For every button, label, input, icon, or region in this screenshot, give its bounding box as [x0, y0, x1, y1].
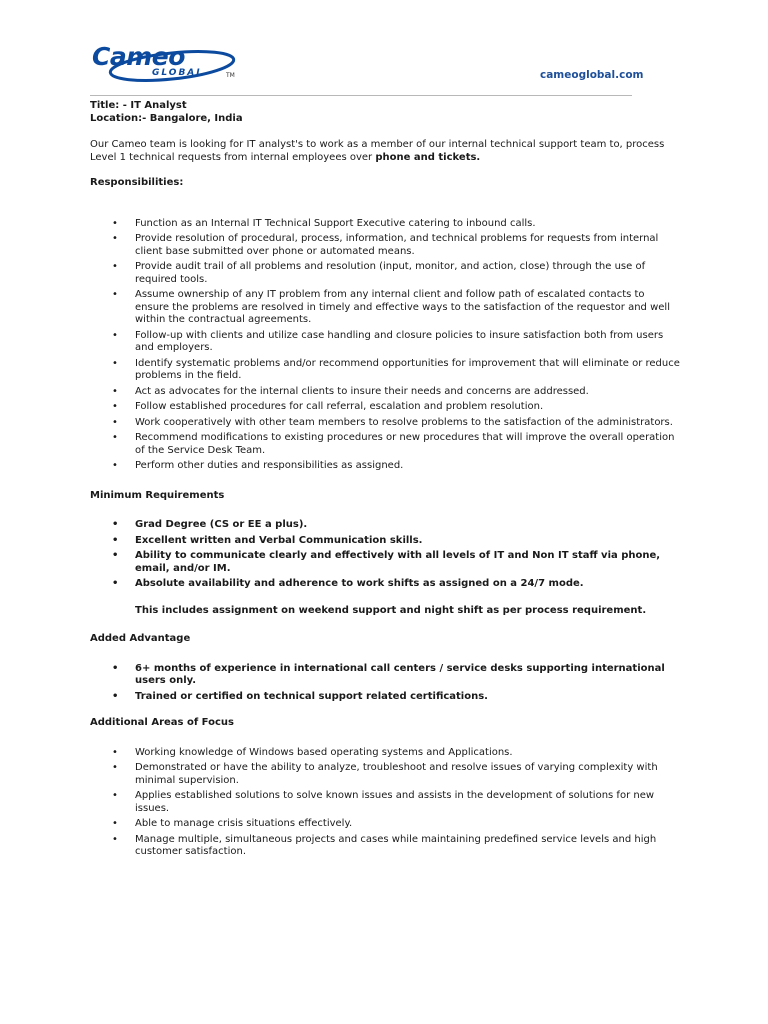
site-url-link[interactable]: cameoglobal.com — [540, 69, 644, 81]
list-item — [90, 834, 680, 859]
bullet-icon: • — [112, 550, 119, 561]
list-item-text: Act as advocates for the internal clients to insure their needs and concerns are addressed. — [135, 385, 589, 397]
list-item-text: Excellent written and Verbal Communication skills. — [135, 534, 423, 546]
bullet-icon: • — [112, 746, 118, 758]
list-item — [90, 691, 680, 704]
list-item — [90, 330, 680, 355]
bullet-icon: • — [112, 534, 119, 546]
bullet-icon: • — [112, 662, 119, 674]
list-item-text: Work cooperatively with other team members to resolve problems to the satisfaction of the administrators. — [135, 416, 673, 428]
bullet-icon: • — [112, 416, 118, 428]
list-item — [90, 358, 680, 383]
intro-paragraph — [90, 139, 680, 164]
bullet-icon: • — [112, 233, 118, 244]
additional-focus-heading: Additional Areas of Focus — [90, 717, 234, 728]
responsibilities-list — [90, 218, 680, 473]
list-item — [90, 663, 680, 688]
bullet-icon: • — [112, 385, 118, 397]
list-item — [90, 762, 680, 787]
list-item — [90, 790, 680, 815]
responsibilities-heading: Responsibilities: — [90, 177, 184, 188]
list-item-text: Trained or certified on technical support related certifications. — [135, 690, 488, 702]
list-item-text: Follow-up with clients and utilize case handling and closure policies to insure satisfaction both from users and employers. — [135, 329, 664, 353]
header-divider — [90, 95, 632, 96]
logo-trademark: TM — [226, 72, 235, 79]
shift-requirement-note: This includes assignment on weekend support and night shift as per process requirement. — [135, 604, 647, 616]
list-item — [90, 233, 680, 258]
list-item — [90, 218, 680, 231]
minimum-requirements-list — [90, 519, 680, 591]
bullet-icon: • — [112, 818, 118, 829]
cameo-global-logo — [90, 42, 240, 86]
bullet-icon: • — [112, 578, 119, 589]
minimum-requirements-heading: Minimum Requirements — [90, 489, 225, 501]
list-item-text: Follow established procedures for call referral, escalation and problem resolution. — [135, 401, 544, 412]
list-item — [90, 261, 680, 286]
list-item-text: Perform other duties and responsibilities as assigned. — [135, 460, 404, 471]
list-item — [90, 460, 680, 473]
intro-text: Our Cameo team is looking for IT analyst's to work as a member of our internal technical support team to, process Level 1 technical requests from internal employees over — [90, 139, 665, 163]
bullet-icon: • — [112, 357, 118, 369]
list-item — [90, 417, 680, 430]
list-item — [90, 535, 680, 548]
list-item — [90, 578, 680, 591]
intro-bold-text: phone and tickets. — [375, 151, 481, 163]
bullet-icon: • — [112, 432, 118, 443]
list-item-text: Assume ownership of any IT problem from any internal client and follow path of escalated contacts to ensure the problems are resolved in timely and effective ways to the satisfaction of the requestor and well within the contractual agreements. — [135, 289, 670, 325]
bullet-icon: • — [112, 460, 118, 471]
bullet-icon: • — [112, 261, 118, 272]
list-item-text: Working knowledge of Windows based operating systems and Applications. — [135, 746, 513, 758]
list-item-text: 6+ months of experience in international call centers / service desks supporting international users only. — [135, 662, 665, 686]
list-item — [90, 432, 680, 457]
logo-wordmark: Cameo — [92, 42, 185, 71]
job-location: Location:- Bangalore, India — [90, 112, 243, 124]
list-item-text: Manage multiple, simultaneous projects and cases while maintaining predefined service levels and high customer satisfaction. — [135, 833, 657, 857]
bullet-icon: • — [112, 329, 118, 341]
bullet-icon: • — [112, 690, 119, 702]
additional-focus-list — [90, 747, 680, 859]
list-item — [90, 747, 680, 760]
list-item — [90, 401, 680, 414]
logo-subtext: GLOBAL — [152, 68, 205, 78]
list-item-text: Grad Degree (CS or EE a plus). — [135, 519, 308, 530]
bullet-icon: • — [112, 217, 118, 229]
list-item-text: Provide resolution of procedural, process, information, and technical problems for requests from internal client base submitted over phone or automated means. — [135, 233, 659, 257]
bullet-icon: • — [112, 790, 118, 801]
job-title: Title: - IT Analyst — [90, 100, 187, 111]
list-item — [90, 818, 680, 831]
list-item-text: Function as an Internal IT Technical Support Executive catering to inbound calls. — [135, 217, 536, 229]
list-item-text: Identify systematic problems and/or recommend opportunities for improvement that will eliminate or reduce problems in the field. — [135, 357, 680, 381]
bullet-icon: • — [112, 289, 118, 300]
list-item-text: Applies established solutions to solve known issues and assists in the development of solutions for new issues. — [135, 790, 655, 814]
list-item-text: Provide audit trail of all problems and resolution (input, monitor, and action, close) through the use of required tools. — [135, 261, 646, 285]
added-advantage-list — [90, 663, 680, 704]
list-item-text: Recommend modifications to existing procedures or new procedures that will improve the overall operation of the Service Desk Team. — [135, 432, 675, 456]
bullet-icon: • — [112, 762, 118, 773]
list-item-text: Absolute availability and adherence to work shifts as assigned on a 24/7 mode. — [135, 578, 584, 589]
list-item — [90, 519, 680, 532]
document-body — [90, 100, 680, 862]
added-advantage-heading: Added Advantage — [90, 633, 191, 644]
list-item — [90, 289, 680, 327]
bullet-icon: • — [112, 833, 118, 845]
list-item-text: Able to manage crisis situations effectively. — [135, 818, 353, 829]
bullet-icon: • — [112, 519, 119, 530]
list-item-text: Ability to communicate clearly and effectively with all levels of IT and Non IT staff via phone, email, and/or IM. — [135, 550, 661, 574]
list-item — [90, 386, 680, 399]
list-item-text: Demonstrated or have the ability to analyze, troubleshoot and resolve issues of varying complexity with minimal supervision. — [135, 762, 658, 786]
bullet-icon: • — [112, 401, 118, 412]
list-item — [90, 550, 680, 575]
